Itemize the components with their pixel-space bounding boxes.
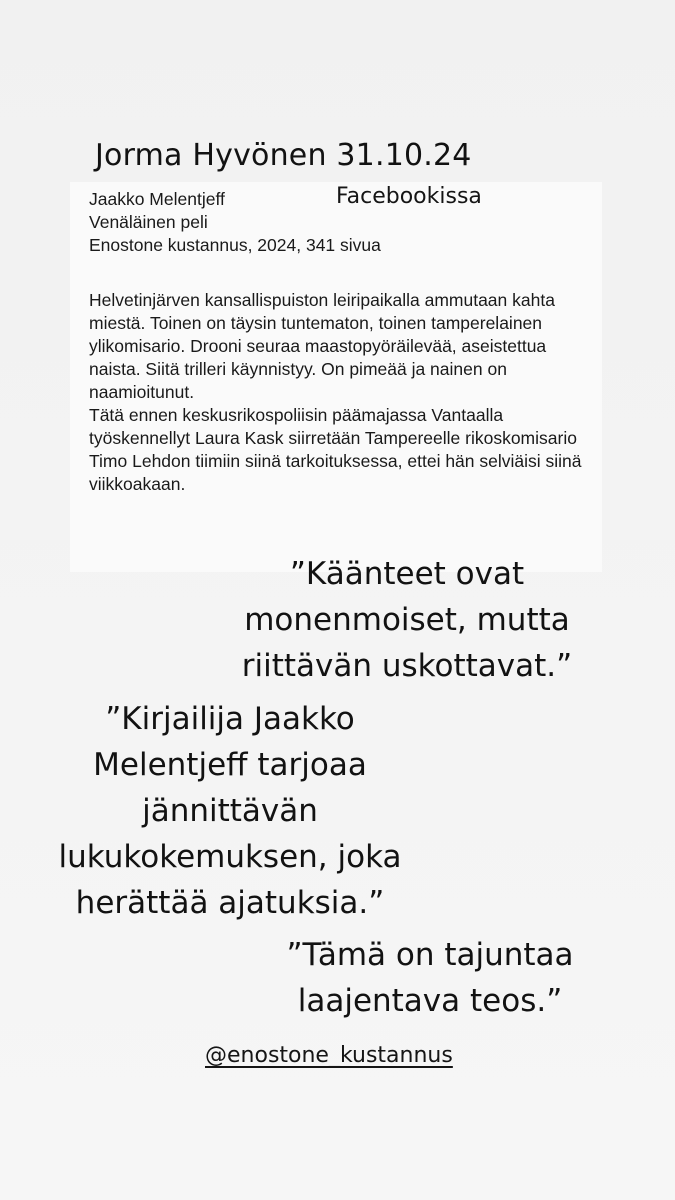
pull-quote: ”Tämä on tajuntaa laajentava teos.” <box>286 937 574 1019</box>
book-publication: Enostone kustannus, 2024, 341 sivua <box>89 235 381 255</box>
review-body <box>89 289 599 496</box>
pull-quote: ”Käänteet ovat monenmoiset, mutta riittävän uskottavat.” <box>241 556 573 684</box>
publisher-handle-link[interactable]: @enostone_kustannus <box>205 1043 453 1068</box>
book-title: Venäläinen peli <box>89 212 208 232</box>
source-label: Facebookissa <box>336 184 482 209</box>
review-screenshot-card <box>70 182 602 572</box>
pull-quote: ”Kirjailija Jaakko Melentjeff tarjoaa jännittävän lukukokemuksen, joka herättää ajatuksia.” <box>58 701 402 921</box>
review-paragraph: Helvetinjärven kansallispuiston leiripaikalla ammutaan kahta miestä. Toinen on täysin tuntematon, toinen tamperelainen ylikomisario. Drooni seuraa maastopyöräilevää, aseistettua naista. Siitä trilleri käynnistyy. On pimeää ja nainen on naamioitunut. <box>89 290 555 402</box>
review-paragraph: Tätä ennen keskusrikospoliisin päämajassa Vantaalla työskennellyt Laura Kask siirretään Tampereelle rikoskomisario Timo Lehdon tiimiin siinä tarkoituksessa, ettei hän selviäisi siinä viikkoakaan. <box>89 405 582 494</box>
story-title: Jorma Hyvönen 31.10.24 <box>95 138 472 173</box>
book-author: Jaakko Melentjeff <box>89 189 225 209</box>
